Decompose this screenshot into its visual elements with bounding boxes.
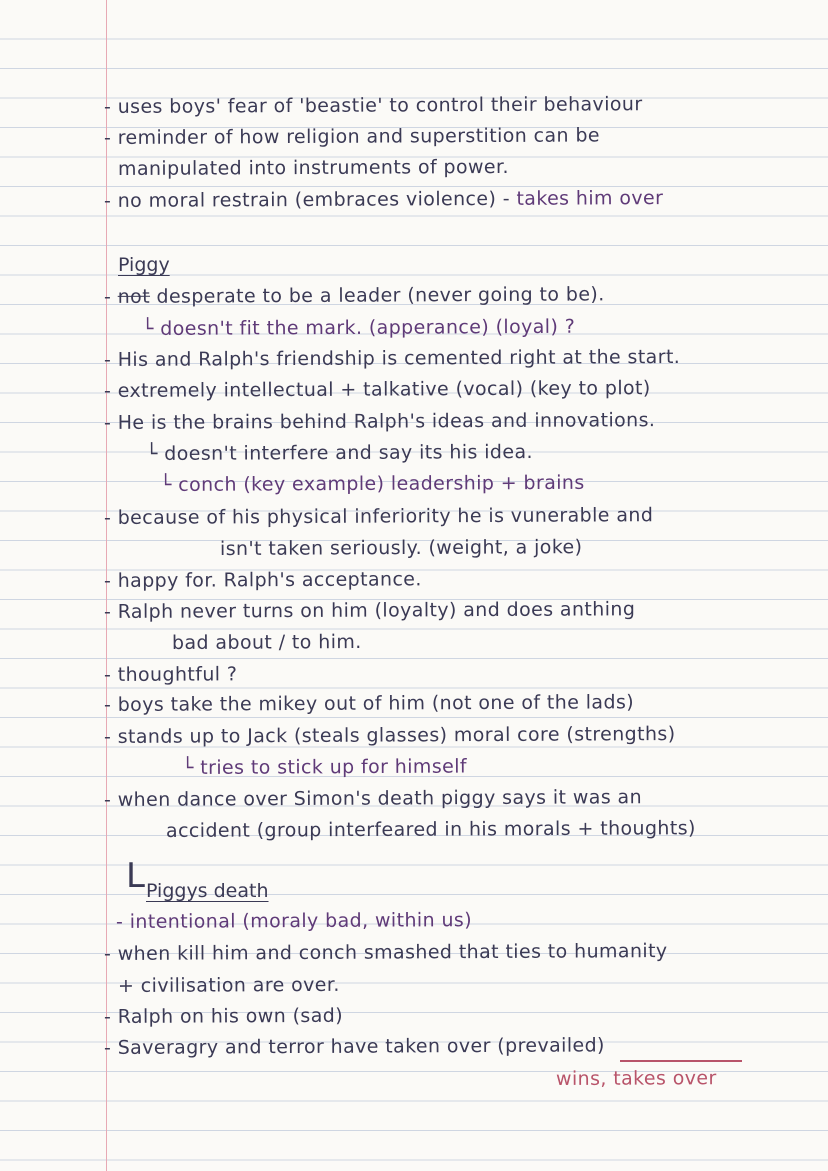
note-line: - not desperate to be a leader (never going to be).	[103, 283, 605, 308]
note-line: - thoughtful ?	[103, 663, 238, 686]
note-line: - His and Ralph's friendship is cemented right at the start.	[103, 345, 681, 371]
note-text: - no moral restrain (embraces violence) -	[103, 187, 511, 212]
note-line: - Ralph on his own (sad)	[103, 1004, 344, 1028]
note-line: - Ralph never turns on him (loyalty) and does anthing	[103, 598, 636, 623]
note-line: └ doesn't fit the mark. (apperance) (loyal) ?	[141, 315, 576, 340]
note-line: + civilisation are over.	[117, 973, 340, 997]
note-line: bad about / to him.	[171, 631, 362, 654]
note-line: - Saveragry and terror have taken over (prevailed)	[103, 1034, 605, 1059]
note-line: - intentional (moraly bad, within us)	[115, 909, 473, 933]
note-line: - when kill him and conch smashed that ties to humanity	[103, 940, 668, 965]
note-line: - because of his physical inferiority he is vunerable and	[103, 504, 654, 529]
bracket-mark: L	[126, 856, 145, 896]
note-line: - extremely intellectual + talkative (vocal) (key to plot)	[103, 377, 651, 402]
note-line: - happy for. Ralph's acceptance.	[103, 568, 422, 592]
note-line: - reminder of how religion and superstition can be	[103, 124, 601, 149]
note-annotation: wins, takes over	[555, 1067, 717, 1090]
note-line: └ doesn't interfere and say its his idea.	[145, 440, 533, 465]
note-line	[104, 187, 663, 212]
note-annotation: takes him over	[516, 187, 664, 210]
section-heading-piggys-death: Piggys death	[146, 880, 269, 902]
note-line: - stands up to Jack (steals glasses) moral core (strengths)	[103, 723, 676, 748]
pink-underline	[620, 1060, 742, 1062]
note-line: isn't taken seriously. (weight, a joke)	[219, 536, 583, 560]
note-line: manipulated into instruments of power.	[117, 155, 509, 180]
note-line: - uses boys' fear of 'beastie' to control their behaviour	[103, 93, 643, 118]
struck-word: not	[117, 285, 151, 308]
note-text: desperate to be a leader (never going to be).	[149, 283, 605, 308]
note-line: - He is the brains behind Ralph's ideas and innovations.	[103, 409, 656, 434]
note-line: └ tries to stick up for himself	[181, 755, 468, 779]
note-line: - boys take the mikey out of him (not one of the lads)	[103, 691, 635, 716]
section-heading-piggy: Piggy	[118, 254, 170, 276]
note-line: accident (group interfeared in his morals + thoughts)	[165, 817, 696, 842]
note-line: - when dance over Simon's death piggy says it was an	[103, 786, 643, 811]
note-line: └ conch (key example) leadership + brains	[159, 471, 585, 496]
